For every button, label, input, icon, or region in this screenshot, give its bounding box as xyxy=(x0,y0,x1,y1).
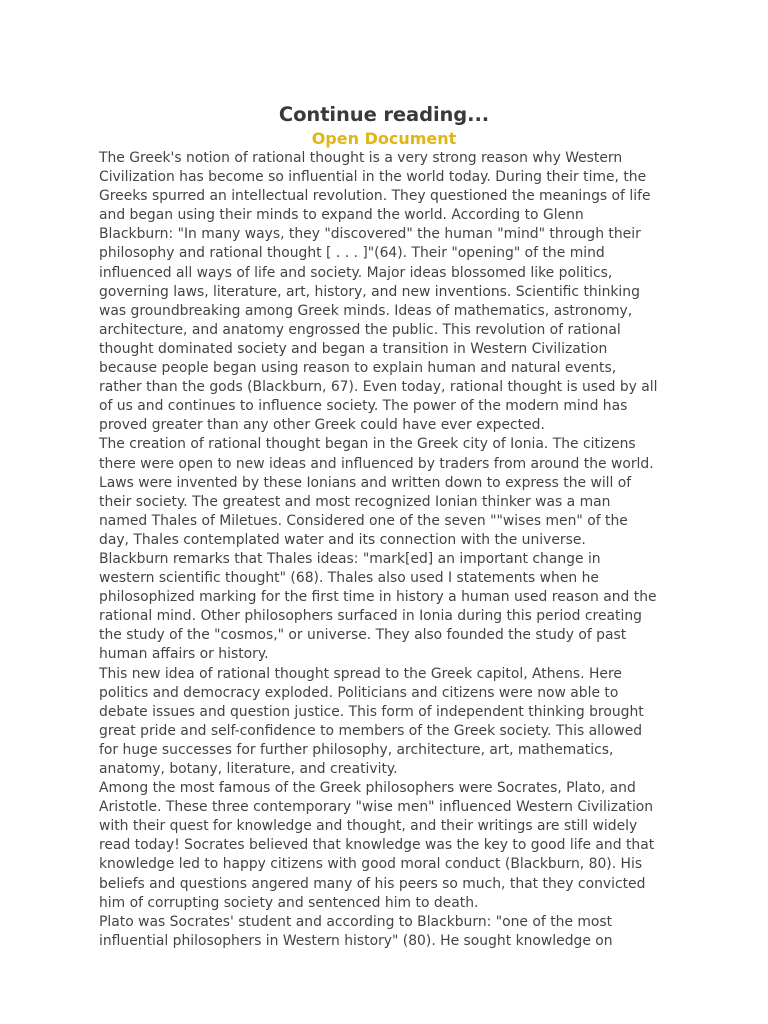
article-line: western scientific thought" (68). Thales also used I statements when he xyxy=(99,570,599,587)
article-line: there were open to new ideas and influenced by traders from around the world. xyxy=(99,455,654,472)
article-line: day, Thales contemplated water and its connection with the universe. xyxy=(99,531,586,548)
article-line: proved greater than any other Greek could have ever expected. xyxy=(99,417,545,434)
article-line: thought dominated society and began a transition in Western Civilization xyxy=(99,340,608,357)
article-line: architecture, and anatomy engrossed the public. This revolution of rational xyxy=(99,321,621,338)
article-line: Laws were invented by these Ionians and written down to express the will of xyxy=(99,474,632,491)
article-line: for huge successes for further philosophy, architecture, art, mathematics, xyxy=(99,741,614,758)
article-line: with their quest for knowledge and thought, and their writings are still widely xyxy=(99,818,638,835)
article-line: governing laws, literature, art, history, and new inventions. Scientific thinking xyxy=(99,283,640,300)
article-line: the study of the "cosmos," or universe. They also founded the study of past xyxy=(99,627,627,644)
article-line: was groundbreaking among Greek minds. Ideas of mathematics, astronomy, xyxy=(99,302,633,319)
article-line: because people began using reason to explain human and natural events, xyxy=(99,360,617,377)
article-line: of us and continues to influence society. The power of the modern mind has xyxy=(99,398,628,415)
article-line: anatomy, botany, literature, and creativity. xyxy=(99,761,398,777)
article-line: human affairs or history. xyxy=(99,646,269,663)
article-line: politics and democracy exploded. Politicians and citizens were now able to xyxy=(99,684,619,701)
article-line: Among the most famous of the Greek philosophers were Socrates, Plato, and xyxy=(99,780,636,797)
article-line: The creation of rational thought began in the Greek city of Ionia. The citizens xyxy=(99,436,636,453)
article-line: him of corrupting society and sentenced him to death. xyxy=(99,894,479,911)
article-line: philosophized marking for the first time in history a human used reason and the xyxy=(99,589,657,606)
article-line: rational mind. Other philosophers surfaced in Ionia during this period creating xyxy=(99,608,642,625)
article-line: great pride and self-confidence to members of the Greek society. This allowed xyxy=(99,722,643,739)
article-line: Blackburn: "In many ways, they "discovered" the human "mind" through their xyxy=(99,226,641,243)
article-line: The Greek's notion of rational thought is a very strong reason why Western xyxy=(99,150,623,166)
article-line: named Thales of Miletues. Considered one of the seven ""wises men" of the xyxy=(99,512,628,529)
page-title: Continue reading... xyxy=(278,103,490,126)
article-line: influential philosophers in Western history" (80). He sought knowledge on xyxy=(99,932,613,949)
open-document-link[interactable]: Open Document xyxy=(311,129,457,148)
article-line: and began using their minds to expand the world. According to Glenn xyxy=(99,207,584,224)
continue-reading-header xyxy=(0,101,768,149)
article-line: beliefs and questions angered many of his peers so much, that they convicted xyxy=(99,875,646,892)
article-line: Aristotle. These three contemporary "wise men" influenced Western Civilization xyxy=(99,799,654,816)
article-line: Greeks spurred an intellectual revolution. They questioned the meanings of life xyxy=(99,188,651,205)
article-line: Plato was Socrates' student and according to Blackburn: "one of the most xyxy=(99,913,613,930)
article-line: This new idea of rational thought spread to the Greek capitol, Athens. Here xyxy=(99,665,622,682)
article-line: Blackburn remarks that Thales ideas: "mark[ed] an important change in xyxy=(99,550,601,567)
article-line: influenced all ways of life and society. Major ideas blossomed like politics, xyxy=(99,264,613,281)
article-line: debate issues and question justice. This form of independent thinking brought xyxy=(99,703,644,720)
article-line: Civilization has become so influential in the world today. During their time, the xyxy=(99,169,647,186)
article-line: read today! Socrates believed that knowledge was the key to good life and that xyxy=(99,837,655,854)
article-body xyxy=(99,149,699,951)
article-line: their society. The greatest and most recognized Ionian thinker was a man xyxy=(99,493,611,510)
article-line: rather than the gods (Blackburn, 67). Even today, rational thought is used by all xyxy=(99,379,658,396)
article-line: knowledge led to happy citizens with good moral conduct (Blackburn, 80). His xyxy=(99,856,643,873)
article-line: philosophy and rational thought [ . . . ]"(64). Their "opening" of the mind xyxy=(99,245,605,262)
